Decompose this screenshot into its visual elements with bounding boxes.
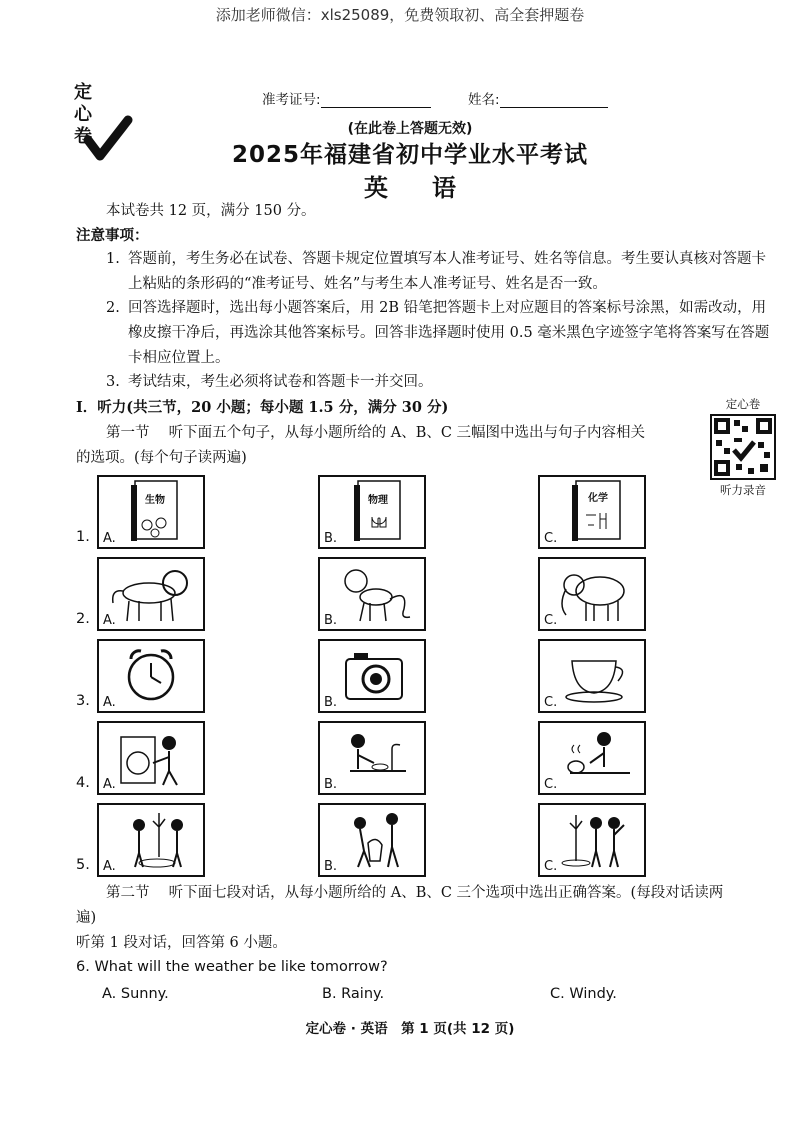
subject-char-1: 英 (364, 174, 388, 202)
q3-option-b-picture[interactable] (318, 639, 426, 713)
part1-instruction-line1: 第一节 听下面五个句子，从每小题所给的 A、B、C 三幅图中选出与句子内容相关 (106, 425, 646, 441)
notice-num: 2. (106, 300, 120, 316)
section1-heading: Ⅰ．听力(共三节，20 小题；每小题 1.5 分，满分 30 分) (76, 399, 449, 416)
notice-text: 答题前，考生务必在试卷、答题卡规定位置填写本人准考证号、姓名等信息。考生要认真核对答题卡上粘贴的条形码的“准考证号、姓名”与考生本人准考证号、姓名是否一致。 (128, 251, 766, 292)
book-title-physics: 物理 (368, 495, 388, 506)
option-label: A. (103, 859, 116, 874)
notice-item-2 (106, 296, 774, 371)
qr-bottom-label: 听力录音 (720, 483, 766, 497)
q4-option-c-picture[interactable] (538, 721, 646, 795)
q5-option-c-picture[interactable] (538, 803, 646, 877)
question-1-number: 1. (76, 529, 90, 545)
part2-instruction-line1: 第二节 听下面七段对话，从每小题所给的 A、B、C 三个选项中选出正确答案。(每段对话读两 (106, 885, 724, 901)
notice-num: 3. (106, 374, 120, 390)
subject-char-2: 语 (432, 174, 456, 202)
invalid-note: (在此卷上答题无效) (347, 121, 473, 137)
question-6-text: 6. What will the weather be like tomorrow? (76, 959, 388, 975)
notice-text: 考试结束，考生必须将试卷和答题卡一并交回。 (128, 374, 433, 390)
option-label: B. (324, 695, 338, 710)
notice-text: 回答选择题时，选出每小题答案后，用 2B 铅笔把答题卡上对应题目的答案标号涂黑，如需改动，用橡皮擦干净后，再选涂其他答案标号。回答非选择题时使用 0.5 毫米黑色字迹签字笔将答案写在答题卡相应位置上。 (128, 300, 770, 366)
question-3-number: 3. (76, 693, 90, 709)
q5-option-b-picture[interactable] (318, 803, 426, 877)
option-label: C. (544, 859, 558, 874)
page-footer: 定心卷 · 英语 第 1 页(共 12 页) (305, 1021, 515, 1037)
q1-option-b-picture[interactable] (318, 475, 426, 549)
q2-option-b-picture[interactable] (318, 557, 426, 631)
exam-id-label: 准考证号: (262, 92, 321, 108)
part2-instruction-line2: 遍) (76, 910, 97, 926)
exam-title: 2025年福建省初中学业水平考试 (231, 142, 588, 168)
option-label: B. (324, 531, 338, 546)
qr-top-label: 定心卷 (725, 397, 761, 411)
option-label: C. (544, 777, 558, 792)
option-label: B. (324, 613, 338, 628)
option-label: C. (544, 613, 558, 628)
question-4-number: 4. (76, 775, 90, 791)
dialogue-instruction: 听第 1 段对话，回答第 6 小题。 (76, 935, 287, 951)
q6-option-c[interactable]: C. Windy. (550, 986, 617, 1002)
question-2-number: 2. (76, 611, 90, 627)
qr-code-icon[interactable] (710, 414, 776, 480)
intro-text: 本试卷共 12 页，满分 150 分。 (106, 203, 316, 219)
q2-option-a-picture[interactable] (97, 557, 205, 631)
option-label: A. (103, 777, 116, 792)
watermark-text: 添加老师微信：xls25089，免费领取初、高全套押题卷 (215, 6, 585, 24)
qr-code-block[interactable] (707, 396, 779, 498)
question-5-number: 5. (76, 857, 90, 873)
q5-option-a-picture[interactable] (97, 803, 205, 877)
q3-option-c-picture[interactable] (538, 639, 646, 713)
name-label: 姓名: (468, 92, 500, 108)
stamp-text: 定心卷 (74, 82, 92, 147)
q1-option-a-picture[interactable] (97, 475, 205, 549)
book-title-biology: 生物 (145, 495, 165, 506)
notice-item-3 (106, 370, 774, 395)
notice-item-1 (106, 247, 774, 297)
part1-instruction-line2: 的选项。(每个句子读两遍) (76, 450, 247, 466)
q4-option-a-picture[interactable] (97, 721, 205, 795)
name-field (468, 88, 608, 108)
option-label: A. (103, 695, 116, 710)
q4-option-b-picture[interactable] (318, 721, 426, 795)
option-label: A. (103, 613, 116, 628)
option-label: C. (544, 531, 558, 546)
subject-title (0, 168, 800, 203)
q1-option-c-picture[interactable] (538, 475, 646, 549)
exam-id-field (262, 88, 431, 108)
name-blank (500, 93, 608, 108)
option-label: B. (324, 777, 338, 792)
option-label: A. (103, 531, 116, 546)
q6-option-a[interactable]: A. Sunny. (102, 986, 169, 1002)
book-title-chemistry: 化学 (588, 493, 608, 504)
notice-num: 1. (106, 251, 120, 267)
option-label: B. (324, 859, 338, 874)
notice-heading: 注意事项： (76, 227, 149, 244)
q6-option-b[interactable]: B. Rainy. (322, 986, 385, 1002)
q2-option-c-picture[interactable] (538, 557, 646, 631)
q3-option-a-picture[interactable] (97, 639, 205, 713)
option-label: C. (544, 695, 558, 710)
exam-id-blank (321, 93, 431, 108)
